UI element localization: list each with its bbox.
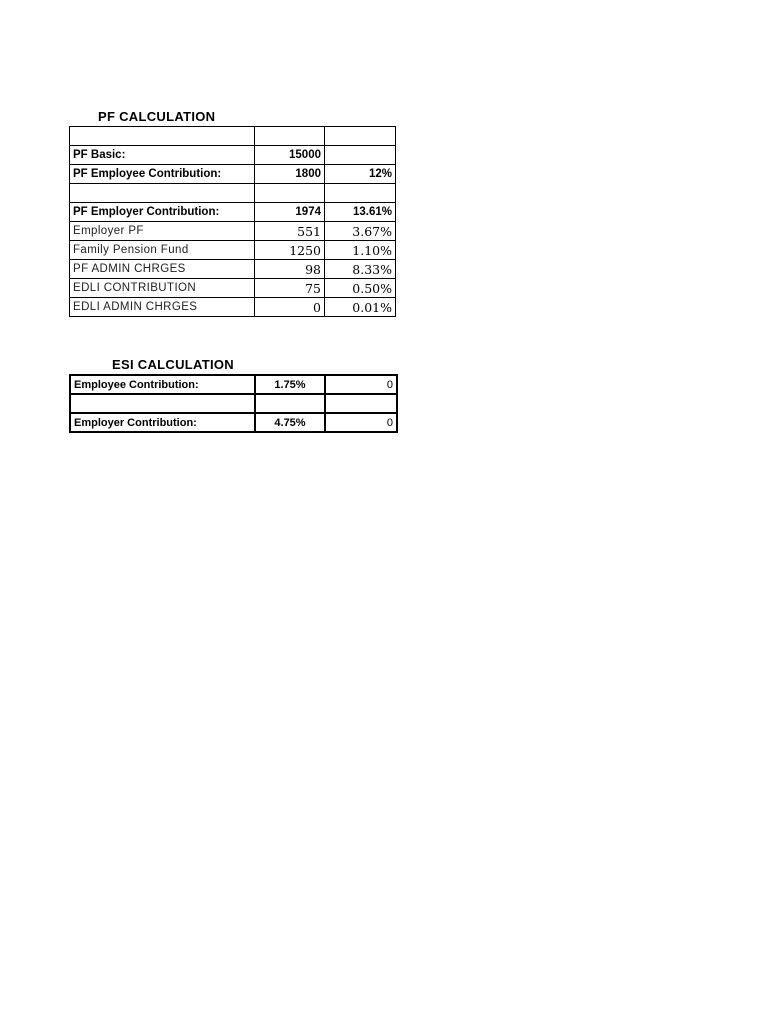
pf-employer-contribution-label[interactable]: PF Employer Contribution: bbox=[70, 203, 255, 222]
table-row bbox=[70, 222, 396, 241]
pf-row-value[interactable] bbox=[255, 184, 325, 203]
pf-employer-contribution-percent[interactable]: 13.61% bbox=[325, 203, 396, 222]
edli-contribution-value[interactable]: 75 bbox=[255, 279, 325, 298]
table-row bbox=[70, 298, 396, 317]
employer-pf-label[interactable]: Employer PF bbox=[70, 222, 255, 241]
esi-calculation-table bbox=[69, 374, 398, 433]
table-row bbox=[70, 203, 396, 222]
family-pension-fund-percent[interactable]: 1.10% bbox=[325, 241, 396, 260]
esi-employer-contribution-label[interactable]: Employer Contribution: bbox=[70, 413, 255, 432]
esi-employer-contribution-rate[interactable]: 4.75% bbox=[255, 413, 325, 432]
pf-basic-percent[interactable] bbox=[325, 146, 396, 165]
edli-contribution-percent[interactable]: 0.50% bbox=[325, 279, 396, 298]
pf-employee-contribution-value[interactable]: 1800 bbox=[255, 165, 325, 184]
table-row bbox=[70, 260, 396, 279]
esi-employee-contribution-rate[interactable]: 1.75% bbox=[255, 375, 325, 394]
table-row bbox=[70, 127, 396, 146]
pf-admin-charges-label[interactable]: PF ADMIN CHRGES bbox=[70, 260, 255, 279]
table-row bbox=[70, 184, 396, 203]
esi-row-value[interactable] bbox=[325, 394, 397, 413]
edli-admin-charges-value[interactable]: 0 bbox=[255, 298, 325, 317]
esi-row-rate[interactable] bbox=[255, 394, 325, 413]
esi-employee-contribution-value[interactable]: 0 bbox=[325, 375, 397, 394]
edli-contribution-label[interactable]: EDLI CONTRIBUTION bbox=[70, 279, 255, 298]
table-row bbox=[70, 165, 396, 184]
pf-row-value[interactable] bbox=[255, 127, 325, 146]
pf-row-percent[interactable] bbox=[325, 127, 396, 146]
esi-row-label[interactable] bbox=[70, 394, 255, 413]
family-pension-fund-value[interactable]: 1250 bbox=[255, 241, 325, 260]
table-row bbox=[70, 413, 397, 432]
edli-admin-charges-percent[interactable]: 0.01% bbox=[325, 298, 396, 317]
table-row bbox=[70, 279, 396, 298]
table-row bbox=[70, 375, 397, 394]
esi-employer-contribution-value[interactable]: 0 bbox=[325, 413, 397, 432]
pf-employer-contribution-value[interactable]: 1974 bbox=[255, 203, 325, 222]
pf-calculation-title: PF CALCULATION bbox=[98, 109, 216, 124]
pf-calculation-table bbox=[69, 126, 396, 317]
esi-employee-contribution-label[interactable]: Employee Contribution: bbox=[70, 375, 255, 394]
employer-pf-percent[interactable]: 3.67% bbox=[325, 222, 396, 241]
pf-row-label[interactable] bbox=[70, 127, 255, 146]
table-row bbox=[70, 394, 397, 413]
pf-admin-charges-value[interactable]: 98 bbox=[255, 260, 325, 279]
table-row bbox=[70, 146, 396, 165]
edli-admin-charges-label[interactable]: EDLI ADMIN CHRGES bbox=[70, 298, 255, 317]
pf-employee-contribution-label[interactable]: PF Employee Contribution: bbox=[70, 165, 255, 184]
table-row bbox=[70, 241, 396, 260]
esi-calculation-title: ESI CALCULATION bbox=[112, 357, 234, 372]
pf-row-label[interactable] bbox=[70, 184, 255, 203]
pf-basic-value[interactable]: 15000 bbox=[255, 146, 325, 165]
family-pension-fund-label[interactable]: Family Pension Fund bbox=[70, 241, 255, 260]
pf-employee-contribution-percent[interactable]: 12% bbox=[325, 165, 396, 184]
pf-row-percent[interactable] bbox=[325, 184, 396, 203]
pf-admin-charges-percent[interactable]: 8.33% bbox=[325, 260, 396, 279]
pf-basic-label[interactable]: PF Basic: bbox=[70, 146, 255, 165]
employer-pf-value[interactable]: 551 bbox=[255, 222, 325, 241]
